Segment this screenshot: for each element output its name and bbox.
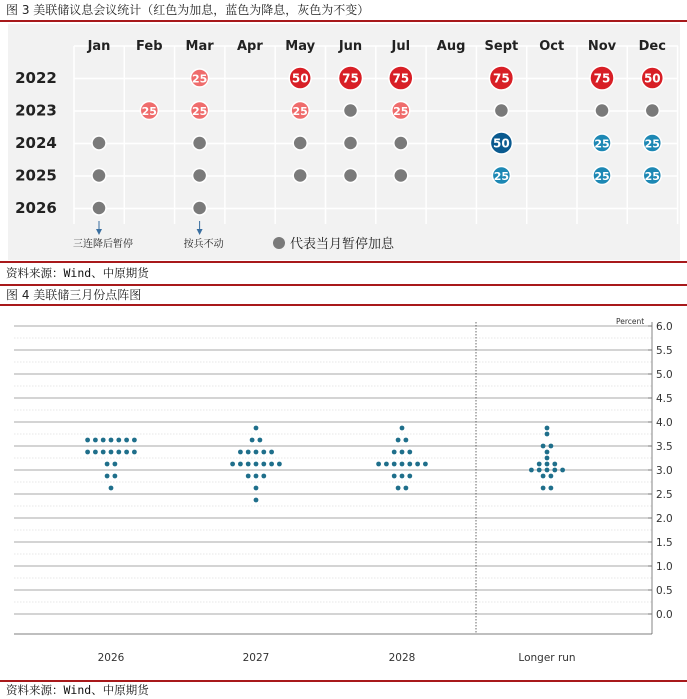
year-label: 2022 bbox=[15, 69, 57, 87]
participant-dot bbox=[552, 468, 557, 473]
y-tick-label: 3.5 bbox=[656, 441, 673, 453]
participant-dot bbox=[116, 450, 121, 455]
participant-dot bbox=[254, 450, 259, 455]
hold-dot bbox=[193, 169, 207, 183]
participant-dot bbox=[254, 474, 259, 479]
participant-dot bbox=[423, 462, 428, 467]
participant-dot bbox=[238, 462, 243, 467]
hold-dot bbox=[92, 201, 106, 215]
y-axis-label: Percent bbox=[616, 317, 645, 326]
arrow-down-icon bbox=[96, 229, 102, 235]
x-category-label: 2028 bbox=[388, 652, 416, 664]
badge-label: 25 bbox=[393, 105, 409, 118]
participant-dot bbox=[124, 438, 129, 443]
participant-dot bbox=[396, 486, 401, 491]
y-tick-label: 5.5 bbox=[656, 345, 673, 357]
arrow-down-icon bbox=[197, 229, 203, 235]
badge-circle bbox=[595, 104, 609, 118]
rate-hike-badge bbox=[590, 66, 614, 90]
badge-label: 25 bbox=[493, 170, 510, 183]
rate-hike-badge bbox=[641, 67, 663, 89]
year-label: 2023 bbox=[15, 101, 57, 120]
participant-dot bbox=[105, 474, 110, 479]
badge-label: 75 bbox=[593, 71, 611, 86]
participant-dot bbox=[537, 468, 542, 473]
hold-dot bbox=[193, 136, 207, 150]
x-category-label: 2027 bbox=[242, 652, 270, 664]
participant-dot bbox=[109, 486, 114, 491]
participant-dot bbox=[404, 438, 409, 443]
badge-circle bbox=[344, 169, 358, 183]
rate-hike-badge bbox=[489, 66, 513, 90]
badge-circle bbox=[193, 169, 207, 183]
participant-dot bbox=[85, 450, 90, 455]
participant-dot bbox=[541, 486, 546, 491]
participant-dot bbox=[269, 462, 274, 467]
participant-dot bbox=[541, 474, 546, 479]
month-header: Aug bbox=[436, 39, 466, 54]
hold-dot bbox=[645, 104, 659, 118]
participant-dot bbox=[261, 474, 266, 479]
participant-dot bbox=[407, 462, 412, 467]
figure3-bottom-rule bbox=[0, 261, 687, 263]
badge-circle bbox=[92, 169, 106, 183]
y-tick-label: 2.0 bbox=[656, 513, 673, 525]
participant-dot bbox=[85, 438, 90, 443]
badge-circle bbox=[193, 136, 207, 150]
hold-dot bbox=[293, 136, 307, 150]
annotation-text: 三连降后暂停 bbox=[73, 239, 133, 250]
hold-dot bbox=[92, 169, 106, 183]
participant-dot bbox=[400, 426, 405, 431]
participant-dot bbox=[113, 474, 118, 479]
participant-dot bbox=[545, 468, 550, 473]
participant-dot bbox=[545, 450, 550, 455]
month-header: Jun bbox=[338, 39, 363, 54]
participant-dot bbox=[277, 462, 282, 467]
participant-dot bbox=[400, 450, 405, 455]
participant-dot bbox=[254, 486, 259, 491]
badge-circle bbox=[193, 201, 207, 215]
participant-dot bbox=[392, 474, 397, 479]
rate-cut-badge bbox=[643, 134, 661, 152]
participant-dot bbox=[124, 450, 129, 455]
badge-label: 25 bbox=[594, 137, 610, 151]
legend-text: 代表当月暂停加息 bbox=[290, 237, 395, 252]
participant-dot bbox=[116, 438, 121, 443]
y-tick-label: 0.5 bbox=[656, 585, 673, 597]
badge-circle bbox=[645, 104, 659, 118]
figure3-top-rule bbox=[0, 20, 687, 22]
x-category-label: Longer run bbox=[518, 652, 576, 664]
badge-circle bbox=[394, 136, 408, 150]
hold-dot bbox=[394, 169, 408, 183]
dot-plot-chart bbox=[0, 306, 687, 680]
rate-hike-badge bbox=[191, 102, 209, 120]
rate-cut-badge bbox=[593, 134, 611, 152]
participant-dot bbox=[105, 462, 110, 467]
hold-dot bbox=[494, 104, 508, 118]
participant-dot bbox=[246, 462, 251, 467]
participant-dot bbox=[109, 438, 114, 443]
badge-label: 25 bbox=[644, 170, 660, 183]
y-tick-label: 2.5 bbox=[656, 489, 673, 501]
y-tick-label: 0.0 bbox=[656, 609, 673, 621]
participant-dot bbox=[132, 450, 137, 455]
participant-dot bbox=[254, 498, 259, 503]
participant-dot bbox=[549, 486, 554, 491]
month-header: Jul bbox=[391, 39, 411, 54]
participant-dot bbox=[407, 450, 412, 455]
hold-dot bbox=[92, 136, 106, 150]
badge-circle bbox=[394, 169, 408, 183]
badge-label: 75 bbox=[392, 71, 410, 86]
y-tick-label: 5.0 bbox=[656, 369, 673, 381]
rate-cut-badge bbox=[593, 167, 611, 185]
hold-dot bbox=[595, 104, 609, 118]
participant-dot bbox=[261, 462, 266, 467]
participant-dot bbox=[101, 450, 106, 455]
participant-dot bbox=[246, 450, 251, 455]
year-label: 2026 bbox=[15, 199, 57, 217]
badge-circle bbox=[293, 136, 307, 150]
participant-dot bbox=[415, 462, 420, 467]
participant-dot bbox=[545, 432, 550, 437]
badge-label: 25 bbox=[292, 105, 308, 118]
month-header: Sept bbox=[484, 39, 519, 54]
figure4-source: 资料来源：Wind、中原期货 bbox=[6, 683, 149, 697]
month-header: May bbox=[285, 39, 316, 54]
month-header: Mar bbox=[185, 39, 214, 54]
participant-dot bbox=[400, 462, 405, 467]
legend-hold-dot bbox=[273, 237, 285, 249]
badge-circle bbox=[344, 136, 358, 150]
badge-circle bbox=[494, 104, 508, 118]
rate-hike-badge bbox=[289, 67, 311, 89]
participant-dot bbox=[113, 462, 118, 467]
badge-label: 25 bbox=[644, 137, 660, 151]
hold-dot bbox=[193, 201, 207, 215]
participant-dot bbox=[238, 450, 243, 455]
participant-dot bbox=[261, 450, 266, 455]
badge-label: 50 bbox=[493, 136, 510, 151]
y-tick-label: 4.0 bbox=[656, 417, 673, 429]
hold-dot bbox=[344, 169, 358, 183]
figure3-source: 资料来源：Wind、中原期货 bbox=[6, 266, 149, 280]
rate-cut-badge bbox=[490, 132, 512, 154]
annotation-text: 按兵不动 bbox=[183, 239, 224, 250]
participant-dot bbox=[407, 474, 412, 479]
participant-dot bbox=[132, 438, 137, 443]
year-label: 2024 bbox=[15, 134, 57, 152]
badge-circle bbox=[344, 104, 358, 118]
participant-dot bbox=[529, 468, 534, 473]
month-header: Apr bbox=[237, 39, 263, 54]
month-header: Feb bbox=[136, 39, 163, 54]
participant-dot bbox=[392, 462, 397, 467]
rate-hike-badge bbox=[392, 102, 410, 120]
hold-dot bbox=[293, 169, 307, 183]
y-tick-label: 1.0 bbox=[656, 561, 673, 573]
rate-hike-badge bbox=[191, 69, 209, 87]
fomc-meeting-table bbox=[8, 24, 680, 260]
rate-cut-badge bbox=[643, 167, 661, 185]
month-header: Dec bbox=[638, 39, 666, 54]
badge-circle bbox=[293, 169, 307, 183]
badge-label: 50 bbox=[643, 71, 661, 86]
rate-cut-badge bbox=[492, 167, 510, 185]
participant-dot bbox=[101, 438, 106, 443]
y-tick-label: 4.5 bbox=[656, 393, 673, 405]
month-header: Oct bbox=[539, 39, 565, 54]
rate-hike-badge bbox=[291, 102, 309, 120]
y-tick-label: 6.0 bbox=[656, 321, 673, 333]
rate-hike-badge bbox=[339, 66, 363, 90]
participant-dot bbox=[552, 462, 557, 467]
figure3-caption: 图 3 美联储议息会议统计（红色为加息，蓝色为降息，灰色为不变） bbox=[6, 3, 370, 17]
participant-dot bbox=[250, 438, 255, 443]
participant-dot bbox=[545, 456, 550, 461]
rate-hike-badge bbox=[140, 102, 158, 120]
year-label: 2025 bbox=[15, 166, 57, 185]
badge-label: 25 bbox=[141, 105, 157, 118]
participant-dot bbox=[258, 438, 263, 443]
participant-dot bbox=[246, 474, 251, 479]
participant-dot bbox=[549, 444, 554, 449]
figure4-caption: 图 4 美联储三月份点阵图 bbox=[6, 288, 142, 302]
participant-dot bbox=[230, 462, 235, 467]
badge-circle bbox=[92, 136, 106, 150]
participant-dot bbox=[93, 438, 98, 443]
participant-dot bbox=[93, 450, 98, 455]
hold-dot bbox=[344, 136, 358, 150]
participant-dot bbox=[400, 474, 405, 479]
participant-dot bbox=[396, 438, 401, 443]
badge-label: 75 bbox=[493, 71, 510, 86]
participant-dot bbox=[384, 462, 389, 467]
participant-dot bbox=[109, 450, 114, 455]
participant-dot bbox=[545, 462, 550, 467]
participant-dot bbox=[254, 462, 259, 467]
badge-label: 25 bbox=[594, 170, 610, 183]
participant-dot bbox=[560, 468, 565, 473]
month-header: Nov bbox=[587, 39, 617, 54]
badge-label: 50 bbox=[291, 71, 309, 86]
rate-hike-badge bbox=[389, 66, 413, 90]
participant-dot bbox=[392, 450, 397, 455]
month-header: Jan bbox=[87, 39, 111, 54]
badge-label: 75 bbox=[342, 71, 359, 86]
participant-dot bbox=[545, 426, 550, 431]
badge-circle bbox=[92, 201, 106, 215]
x-category-label: 2026 bbox=[97, 652, 125, 664]
participant-dot bbox=[404, 486, 409, 491]
badge-label: 25 bbox=[191, 105, 208, 118]
hold-dot bbox=[344, 104, 358, 118]
badge-label: 25 bbox=[191, 72, 208, 86]
participant-dot bbox=[537, 462, 542, 467]
hold-dot bbox=[394, 136, 408, 150]
y-tick-label: 1.5 bbox=[656, 537, 673, 549]
participant-dot bbox=[269, 450, 274, 455]
y-tick-label: 3.0 bbox=[656, 465, 673, 477]
participant-dot bbox=[549, 474, 554, 479]
participant-dot bbox=[541, 444, 546, 449]
participant-dot bbox=[254, 426, 259, 431]
participant-dot bbox=[376, 462, 381, 467]
